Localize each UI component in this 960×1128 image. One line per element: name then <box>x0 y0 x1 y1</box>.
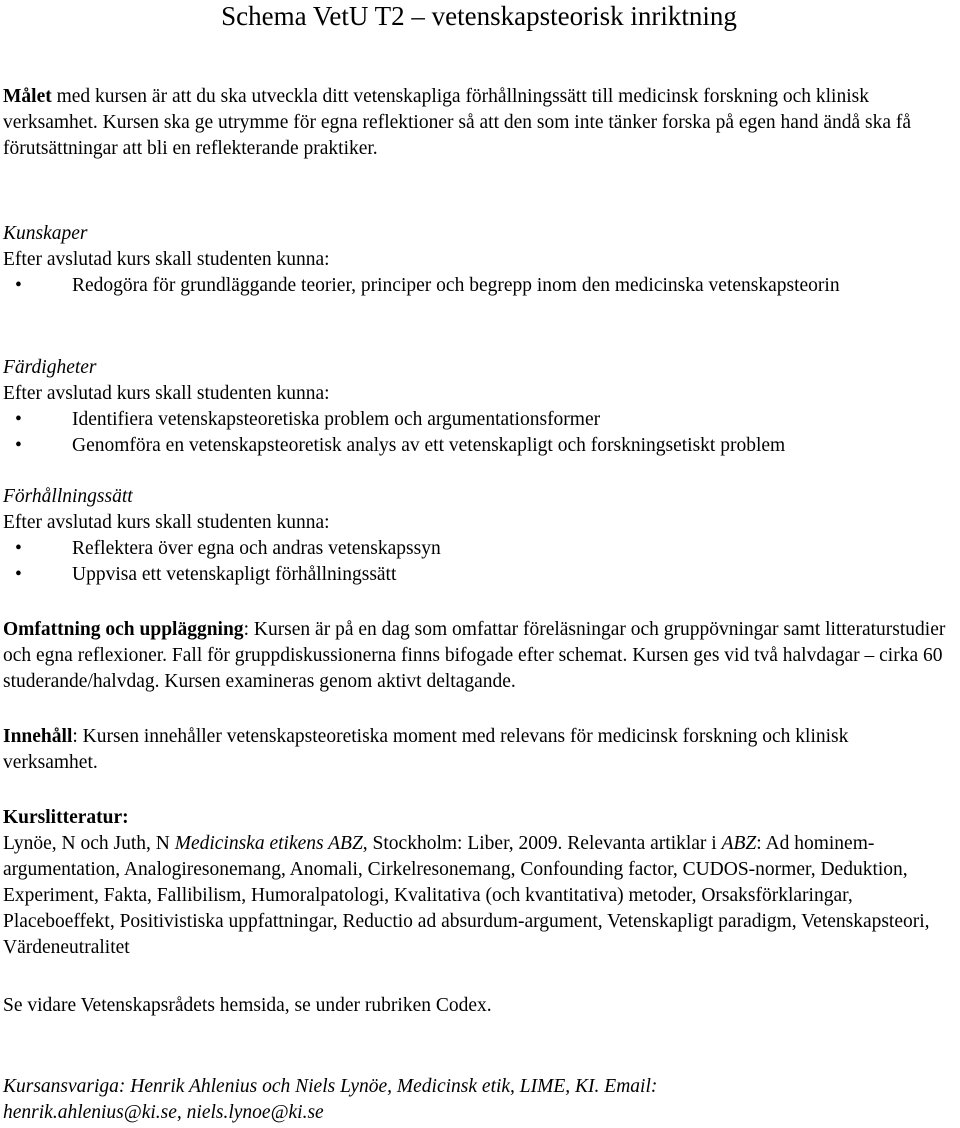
section-lead: Efter avslutad kurs skall studenten kunna: <box>3 512 330 533</box>
lit-authors: Lynöe, N och Juth, N <box>3 833 175 854</box>
kursansvariga-paragraph: Kursansvariga: Henrik Ahlenius och Niels Lynöe, Medicinsk etik, LIME, KI. Email: henrik.ahlenius@ki.se, niels.lynoe@ki.se <box>3 1076 658 1123</box>
list-item <box>3 407 955 433</box>
list-item-text: Uppvisa ett vetenskapligt förhållningssätt <box>72 564 397 585</box>
omfattning-label: Omfattning och uppläggning <box>3 619 244 640</box>
bullet-list <box>3 273 955 299</box>
section-fardigheter <box>3 355 955 459</box>
bullet-icon: • <box>15 275 22 296</box>
intro-text: med kursen är att du ska utveckla ditt vetenskapliga förhållningssätt till medicinsk forskning och klinisk verksamhet. Kursen ska ge utrymme för egna reflektioner så att den som inte tänker forska på egen hand ändå ska få förutsättningar att bli en reflekterande praktiker. <box>3 86 912 159</box>
kurslitteratur-text <box>3 831 955 961</box>
kurslitteratur-section <box>3 805 955 961</box>
page-title: Schema VetU T2 – vetenskapsteorisk inriktning <box>221 1 737 31</box>
section-heading: Förhållningssätt <box>3 486 133 507</box>
lit-abz: ABZ <box>721 833 757 854</box>
section-lead: Efter avslutad kurs skall studenten kunna: <box>3 383 330 404</box>
section-lead: Efter avslutad kurs skall studenten kunna: <box>3 249 330 270</box>
omfattning-text: : Kursen är på en dag som omfattar föreläsningar och gruppövningar samt litteraturstudier och egna reflexioner. Fall för gruppdiskussionerna finns bifogade efter schemat. Kursen ges vid två halvdagar – cirka 60 studerande/halvdag. Kursen examineras genom aktivt deltagande. <box>3 619 946 692</box>
innehall-text: : Kursen innehåller vetenskapsteoretiska moment med relevans för medicinsk forskning och klinisk verksamhet. <box>3 726 849 773</box>
list-item-text: Identifiera vetenskapsteoretiska problem och argumentationsformer <box>72 409 601 430</box>
se-vidare-paragraph: Se vidare Vetenskapsrådets hemsida, se under rubriken Codex. <box>3 995 492 1016</box>
omfattning-paragraph <box>3 617 955 695</box>
intro-bold-word: Målet <box>3 86 52 107</box>
list-item <box>3 273 955 299</box>
section-forhallningssatt <box>3 484 955 588</box>
list-item-text: Redogöra för grundläggande teorier, principer och begrepp inom den medicinska vetenskapsteorin <box>72 275 840 296</box>
intro-paragraph <box>3 84 955 162</box>
lit-articles: : Ad hominem-argumentation, Analogiresonemang, Anomali, Cirkelresonemang, Confounding factor, CUDOS-normer, Deduktion, Experiment, Fakta, Fallibilism, Humoralpatologi, Kvalitativa (och kvantitativa) metoder, Orsaksförklaringar, Placeboeffekt, Positivistiska uppfattningar, Reductio ad absurdum-argument, Vetenskapligt paradigm, Vetenskapsteori, Värdeneutralitet <box>3 833 930 958</box>
list-item-text: Genomföra en vetenskapsteoretisk analys av ett vetenskapligt och forskningsetiskt problem <box>72 435 786 456</box>
section-kunskaper <box>3 221 955 299</box>
bullet-icon: • <box>15 435 22 456</box>
list-item <box>3 433 955 459</box>
bullet-icon: • <box>15 409 22 430</box>
bullet-icon: • <box>15 564 22 585</box>
bullet-icon: • <box>15 538 22 559</box>
innehall-label: Innehåll <box>3 726 73 747</box>
bullet-list <box>3 407 955 459</box>
list-item-text: Reflektera över egna och andras vetenskapssyn <box>72 538 441 559</box>
section-heading: Kunskaper <box>3 223 88 244</box>
lit-book-title: Medicinska etikens ABZ <box>174 833 363 854</box>
kurslitteratur-heading: Kurslitteratur: <box>3 807 129 828</box>
list-item <box>3 536 955 562</box>
section-heading: Färdigheter <box>3 357 97 378</box>
lit-publisher: , Stockholm: Liber, 2009. Relevanta artiklar i <box>362 833 722 854</box>
bullet-list <box>3 536 955 588</box>
innehall-paragraph <box>3 724 873 776</box>
list-item <box>3 562 955 588</box>
